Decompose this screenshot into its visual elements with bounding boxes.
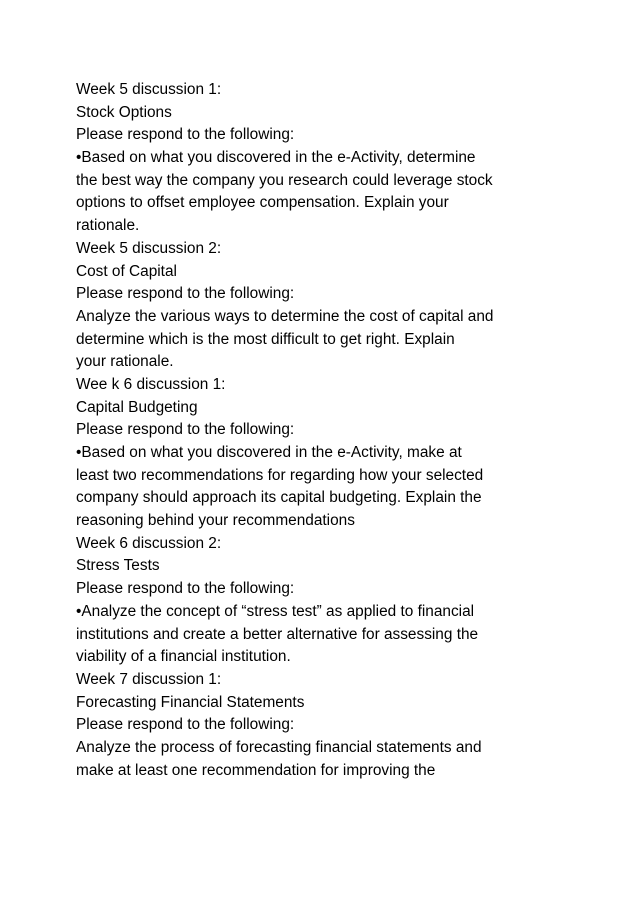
body-line: your rationale. — [76, 353, 174, 371]
heading-week6-discussion1: Wee k 6 discussion 1: — [76, 375, 226, 393]
topic-stress-tests: Stress Tests — [76, 557, 160, 575]
body-line: institutions and create a better alternative for assessing the — [76, 625, 479, 643]
prompt-line: Please respond to the following: — [76, 421, 295, 439]
heading-week6-discussion2: Week 6 discussion 2: — [76, 534, 222, 552]
body-line: reasoning behind your recommendations — [76, 512, 355, 530]
body-line: Analyze the various ways to determine the cost of capital and — [76, 307, 494, 325]
prompt-line: Please respond to the following: — [76, 285, 295, 303]
body-line: least two recommendations for regarding how your selected — [76, 466, 484, 484]
body-line: rationale. — [76, 217, 140, 235]
body-line: •Analyze the concept of “stress test” as applied to financial — [76, 602, 475, 620]
body-line: make at least one recommendation for improving the — [76, 761, 436, 779]
body-line: determine which is the most difficult to get right. Explain — [76, 330, 455, 348]
topic-capital-budgeting: Capital Budgeting — [76, 398, 198, 416]
body-line: viability of a financial institution. — [76, 648, 291, 666]
topic-stock-options: Stock Options — [76, 103, 172, 121]
document-text — [76, 79, 576, 782]
topic-cost-of-capital: Cost of Capital — [76, 262, 177, 280]
topic-forecasting-financial-statements: Forecasting Financial Statements — [76, 693, 305, 711]
body-line: •Based on what you discovered in the e-Activity, determine — [76, 149, 476, 167]
body-line: Analyze the process of forecasting financial statements and — [76, 738, 482, 756]
prompt-line: Please respond to the following: — [76, 126, 295, 144]
prompt-line: Please respond to the following: — [76, 716, 295, 734]
body-line: company should approach its capital budgeting. Explain the — [76, 489, 482, 507]
body-line: options to offset employee compensation. Explain your — [76, 194, 449, 212]
body-line: the best way the company you research could leverage stock — [76, 171, 493, 189]
body-line: •Based on what you discovered in the e-Activity, make at — [76, 444, 462, 461]
heading-week5-discussion1: Week 5 discussion 1: — [76, 81, 222, 98]
heading-week5-discussion2: Week 5 discussion 2: — [76, 239, 222, 257]
heading-week7-discussion1: Week 7 discussion 1: — [76, 670, 222, 688]
prompt-line: Please respond to the following: — [76, 580, 295, 598]
